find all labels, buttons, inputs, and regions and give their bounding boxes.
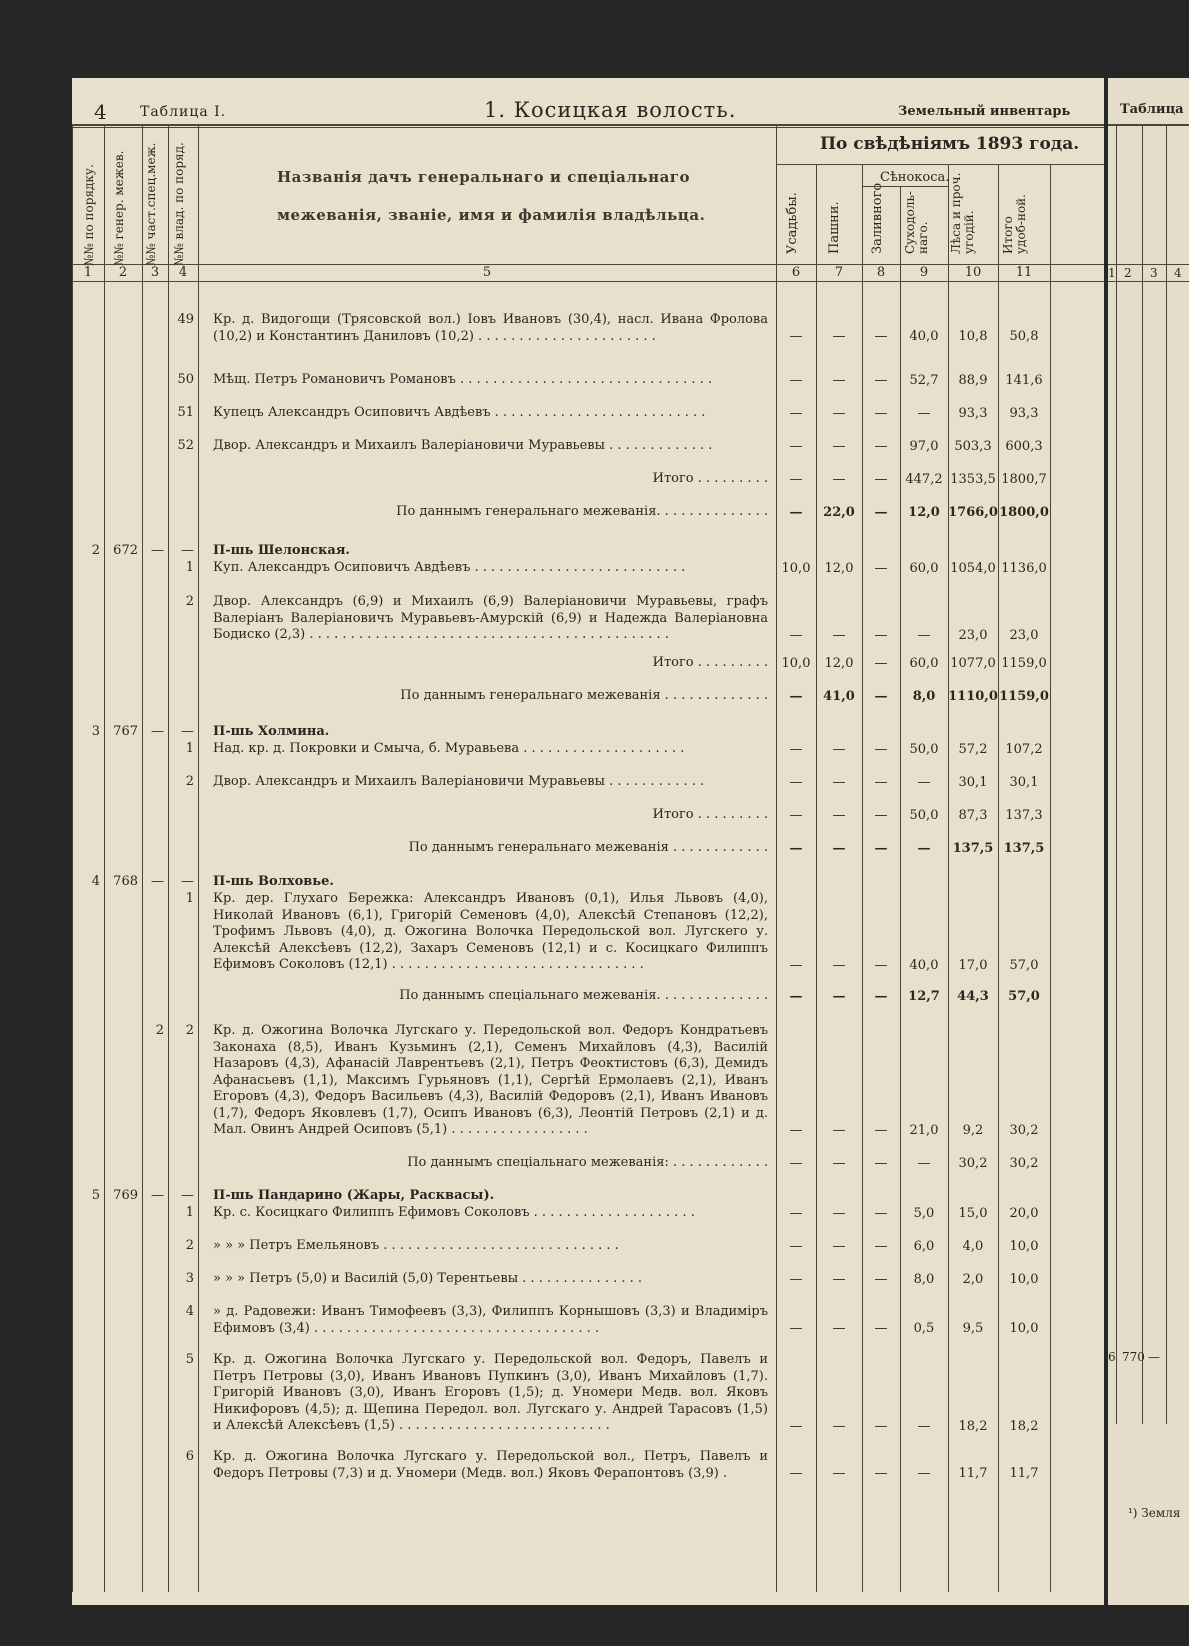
value-col-10: 137,5 xyxy=(952,841,994,856)
value-col-10: 1110,0 xyxy=(948,689,998,704)
owner-description: » » » Петръ Емельяновъ . . . . . . . . . . . . . . . . . . . . . . . . . . . . . xyxy=(213,1238,619,1253)
value-col-10: 93,3 xyxy=(958,406,988,421)
owner-description: Кр. с. Косицкаго Филиппъ Ефимовъ Соколовъ . . . . . . . . . . . . . . . . . . . . xyxy=(213,1205,695,1220)
section-heading: П-шь Волховье. xyxy=(213,874,334,889)
data-header-6: Усадьбы. xyxy=(785,192,800,254)
cell-c2: 672 xyxy=(113,543,138,558)
section-heading: П-шь Пандарино (Жары, Расквасы). xyxy=(213,1188,495,1203)
value-col-7: — xyxy=(832,1206,846,1221)
value-col-8: — xyxy=(874,628,888,643)
value-col-9: 447,2 xyxy=(905,472,943,487)
hay-heading: Сѣнокоса. xyxy=(880,170,950,185)
cell-c3: — xyxy=(151,874,164,889)
value-col-10: 1353,5 xyxy=(950,472,996,487)
value-col-8: — xyxy=(874,1321,888,1336)
value-col-10: 2,0 xyxy=(962,1272,984,1287)
value-col-11: 1136,0 xyxy=(1001,561,1047,576)
data-header-8: Заливного xyxy=(870,182,885,254)
next-row-no: 6 xyxy=(1108,1350,1116,1364)
value-col-8: — xyxy=(874,742,888,757)
value-col-6: — xyxy=(789,505,803,520)
cell-c4: 3 xyxy=(185,1271,194,1286)
value-col-6: — xyxy=(789,329,803,344)
cell-c4: — xyxy=(181,724,194,739)
value-col-7: — xyxy=(832,958,846,973)
value-col-8: — xyxy=(874,439,888,454)
value-col-9: 12,7 xyxy=(908,989,940,1004)
col-number-10: 10 xyxy=(964,265,982,280)
value-col-6: — xyxy=(789,1321,803,1336)
value-col-9: 52,7 xyxy=(909,373,939,388)
value-col-8: — xyxy=(874,1419,888,1434)
value-col-10: 11,7 xyxy=(958,1466,988,1481)
value-col-7: — xyxy=(832,1321,846,1336)
value-col-7: 12,0 xyxy=(824,561,854,576)
value-col-8: — xyxy=(874,656,888,671)
next-page-sheet xyxy=(1108,78,1189,1605)
value-col-9: — xyxy=(917,1156,931,1171)
value-col-11: 137,5 xyxy=(1003,841,1045,856)
value-col-7: — xyxy=(832,742,846,757)
value-col-9: — xyxy=(917,841,931,856)
value-col-11: 137,3 xyxy=(1005,808,1043,823)
value-col-8: — xyxy=(874,841,888,856)
value-col-11: 1159,0 xyxy=(999,689,1049,704)
value-col-6: 10,0 xyxy=(781,561,811,576)
value-col-8: — xyxy=(874,1156,888,1171)
value-col-7: — xyxy=(832,841,846,856)
cell-c4: 49 xyxy=(177,312,194,327)
owner-description: Итого . . . . . . . . . xyxy=(652,807,768,822)
value-col-6: — xyxy=(789,989,803,1004)
section-heading: П-шь Холмина. xyxy=(213,724,330,739)
cell-c4: 50 xyxy=(177,372,194,387)
value-col-6: — xyxy=(789,406,803,421)
value-col-6: — xyxy=(789,1272,803,1287)
value-col-9: 50,0 xyxy=(909,808,939,823)
value-col-9: — xyxy=(917,775,931,790)
cell-c4: 2 xyxy=(185,594,194,609)
value-col-6: — xyxy=(789,1206,803,1221)
col-header-3: №№ част.спец.меж. xyxy=(144,142,158,266)
value-col-7: — xyxy=(832,808,846,823)
owner-description: По даннымъ спеціальнаго межеванія. . . . . . . . . . . . . . xyxy=(399,988,768,1003)
page-title: 1. Косицкая волость. xyxy=(484,98,737,122)
next-row-spec: — xyxy=(1148,1350,1160,1364)
cell-c4: — xyxy=(181,543,194,558)
col-number-8: 8 xyxy=(876,265,886,280)
value-col-6: 10,0 xyxy=(781,656,811,671)
value-col-11: 20,0 xyxy=(1009,1206,1039,1221)
col-number-2: 2 xyxy=(118,265,128,280)
col-number-4: 4 xyxy=(178,265,188,280)
value-col-10: 57,2 xyxy=(958,742,988,757)
data-header-11: Итого удоб-ной. xyxy=(1001,194,1028,254)
col-header-1: №№ по порядку. xyxy=(82,164,96,266)
owner-description: » » » Петръ (5,0) и Василій (5,0) Терентьевы . . . . . . . . . . . . . . . xyxy=(213,1271,643,1286)
value-col-9: 97,0 xyxy=(909,439,939,454)
owner-description: Кр. д. Ожогина Волочка Лугскаго у. Передольской вол. Федоръ Кондратьевъ Законаха (8,5), Иванъ Кузьминъ (2,1), Семенъ Михайловъ (4,3), Василій Назаровъ (4,3), Афанасій Лаврентьевъ (2,1), Петръ Феоктистовъ (6,3), Демидъ Афанасьевъ (1,1), Максимъ Гурьяновъ (1,1), Сергѣй Ермолаевъ (2,1), Иванъ Егоровъ (4,3), Федоръ Васильевъ (4,3), Василій Федоровъ (2,1), Иванъ Ивановъ (1,7), Федоръ Яковлевъ (1,7), Осипъ Ивановъ (6,3), Леонтій Петровъ (2,1) и д. Мал. Овинъ Андрей Осиповъ (5,1) . . . . . . . . . . . . . . . . . xyxy=(213,1023,768,1137)
value-col-10: 30,2 xyxy=(958,1156,988,1171)
value-col-11: 50,8 xyxy=(1009,329,1039,344)
owner-description: По даннымъ генеральнаго межеванія. . . . . . . . . . . . . . xyxy=(396,504,768,519)
value-col-10: 10,8 xyxy=(958,329,988,344)
cell-c4: 2 xyxy=(185,1238,194,1253)
value-col-10: 503,3 xyxy=(954,439,992,454)
col-number-3: 3 xyxy=(150,265,160,280)
value-col-6: — xyxy=(789,689,803,704)
cell-c3: — xyxy=(151,543,164,558)
value-col-6: — xyxy=(789,1419,803,1434)
owner-description: Куп. Александръ Осиповичъ Авдѣевъ . . . . . . . . . . . . . . . . . . . . . . . . . . xyxy=(213,560,686,575)
cell-c1: 5 xyxy=(91,1188,100,1203)
cell-c2: 768 xyxy=(113,874,138,889)
value-col-6: — xyxy=(789,742,803,757)
owner-description: Двор. Александръ и Михаилъ Валеріановичи Муравьевы . . . . . . . . . . . . . xyxy=(213,438,713,453)
value-col-11: 1800,7 xyxy=(1001,472,1047,487)
value-col-7: 12,0 xyxy=(824,656,854,671)
cell-c2: 767 xyxy=(113,724,138,739)
value-col-7: — xyxy=(832,1466,846,1481)
owner-description: По даннымъ генеральнаго межеванія . . . . . . . . . . . . xyxy=(408,840,768,855)
data-header-10: Лѣса и проч. угодій. xyxy=(949,172,976,254)
name-heading-1: Названія дачъ генеральнаго и спеціальнаго xyxy=(277,168,691,186)
cell-c4: 1 xyxy=(185,560,194,575)
owner-description: Итого . . . . . . . . . xyxy=(652,471,768,486)
value-col-9: — xyxy=(917,1419,931,1434)
value-col-11: 1800,0 xyxy=(999,505,1049,520)
value-col-7: 22,0 xyxy=(823,505,855,520)
value-col-11: 18,2 xyxy=(1009,1419,1039,1434)
value-col-10: 17,0 xyxy=(958,958,988,973)
value-col-11: 10,0 xyxy=(1009,1272,1039,1287)
owner-description: Кр. д. Видогощи (Трясовской вол.) Іовъ Ивановъ (30,4), насл. Ивана Фролова (10,2) и Константинъ Даниловъ (10,2) . . . . . . . . . . . . . . . . . . . . . . xyxy=(213,312,768,344)
value-col-7: — xyxy=(832,406,846,421)
value-col-10: 88,9 xyxy=(958,373,988,388)
value-col-8: — xyxy=(874,808,888,823)
col-number-11: 11 xyxy=(1015,265,1033,280)
value-col-11: 107,2 xyxy=(1005,742,1043,757)
value-col-7: — xyxy=(832,1239,846,1254)
value-col-9: 5,0 xyxy=(913,1206,935,1221)
value-col-7: — xyxy=(832,989,846,1004)
value-col-7: — xyxy=(832,1123,846,1138)
value-col-9: 0,5 xyxy=(913,1321,935,1336)
value-col-8: — xyxy=(874,1466,888,1481)
cell-c1: 3 xyxy=(91,724,100,739)
value-col-9: 12,0 xyxy=(908,505,940,520)
value-col-9: 60,0 xyxy=(909,561,939,576)
group-heading: По свѣдѣніямъ 1893 года. xyxy=(820,134,1080,154)
cell-c4: 2 xyxy=(185,774,194,789)
data-header-9: Суходоль-наго. xyxy=(903,190,930,254)
next-col-1: 1 xyxy=(1108,266,1116,280)
cell-c2: 769 xyxy=(113,1188,138,1203)
value-col-9: — xyxy=(917,1466,931,1481)
col-number-6: 6 xyxy=(791,265,801,280)
value-col-8: — xyxy=(874,329,888,344)
section-label: Земельный инвентарь xyxy=(898,104,1071,119)
value-col-6: — xyxy=(789,1466,803,1481)
value-col-6: — xyxy=(789,1239,803,1254)
value-col-9: 21,0 xyxy=(909,1123,939,1138)
value-col-10: 44,3 xyxy=(957,989,989,1004)
value-col-9: 8,0 xyxy=(912,689,936,704)
value-col-9: 8,0 xyxy=(913,1272,935,1287)
next-col-3: 3 xyxy=(1150,266,1158,280)
value-col-9: 6,0 xyxy=(913,1239,935,1254)
value-col-9: 60,0 xyxy=(909,656,939,671)
value-col-6: — xyxy=(789,841,803,856)
cell-c4: 6 xyxy=(185,1449,194,1464)
value-col-11: 30,1 xyxy=(1009,775,1039,790)
next-col-4: 4 xyxy=(1174,266,1182,280)
cell-c4: 1 xyxy=(185,891,194,906)
value-col-9: — xyxy=(917,406,931,421)
col-header-2: №№ генер. межев. xyxy=(112,150,126,266)
value-col-6: — xyxy=(789,628,803,643)
owner-description: Итого . . . . . . . . . xyxy=(652,655,768,670)
value-col-8: — xyxy=(874,775,888,790)
value-col-8: — xyxy=(874,472,888,487)
value-col-7: 41,0 xyxy=(823,689,855,704)
value-col-11: 30,2 xyxy=(1009,1156,1039,1171)
value-col-8: — xyxy=(874,561,888,576)
section-heading: П-шь Шелонская. xyxy=(213,543,350,558)
cell-c4: 5 xyxy=(185,1352,194,1367)
value-col-11: 600,3 xyxy=(1005,439,1043,454)
value-col-7: — xyxy=(832,439,846,454)
value-col-10: 9,2 xyxy=(962,1123,984,1138)
owner-description: Двор. Александръ и Михаилъ Валеріановичи Муравьевы . . . . . . . . . . . . xyxy=(213,774,705,789)
value-col-7: — xyxy=(832,1156,846,1171)
page-number: 4 xyxy=(94,100,107,124)
cell-c4: — xyxy=(181,1188,194,1203)
owner-description: Купецъ Александръ Осиповичъ Авдѣевъ . . . . . . . . . . . . . . . . . . . . . . . . . . xyxy=(213,405,706,420)
value-col-8: — xyxy=(874,1206,888,1221)
value-col-6: — xyxy=(789,775,803,790)
value-col-11: 11,7 xyxy=(1009,1466,1039,1481)
value-col-8: — xyxy=(874,1239,888,1254)
value-col-7: — xyxy=(832,329,846,344)
value-col-9: — xyxy=(917,628,931,643)
value-col-11: 57,0 xyxy=(1009,958,1039,973)
cell-c1: 4 xyxy=(91,874,100,889)
next-page-header: Таблица xyxy=(1120,102,1184,117)
cell-c4: — xyxy=(181,874,194,889)
cell-c3: — xyxy=(151,724,164,739)
value-col-10: 23,0 xyxy=(958,628,988,643)
value-col-6: — xyxy=(789,1123,803,1138)
value-col-11: 10,0 xyxy=(1009,1321,1039,1336)
table-label: Таблица I. xyxy=(140,104,227,120)
owner-description: По даннымъ спеціальнаго межеванія: . . . . . . . . . . . . xyxy=(407,1155,768,1170)
owner-description: Двор. Александръ (6,9) и Михаилъ (6,9) Валеріановичи Муравьевы, графъ Валеріанъ Валеріановичъ Муравьевъ-Амурскій (6,9) и Надежда Валеріановна Бодиско (2,3) . . . . . . . . . . . . . . . . . . . . . . . . . . . . . . . . . . . . . . . . . . . . xyxy=(213,594,768,642)
col-number-7: 7 xyxy=(834,265,844,280)
value-col-8: — xyxy=(874,406,888,421)
value-col-6: — xyxy=(789,1156,803,1171)
owner-description: Кр. д. Ожогина Волочка Лугскаго у. Передольской вол., Петръ, Павелъ и Федоръ Петровы (7,3) и д. Уномери (Медв. вол.) Яковъ Ферапонтовъ (3,9) . xyxy=(213,1449,768,1481)
value-col-7: — xyxy=(832,1272,846,1287)
value-col-7: — xyxy=(832,628,846,643)
value-col-11: 57,0 xyxy=(1008,989,1040,1004)
owner-description: » д. Радовежи: Иванъ Тимофеевъ (3,3), Филиппъ Корнышовъ (3,3) и Владиміръ Ефимовъ (3,4) . . . . . . . . . . . . . . . . . . . . . . . . . . . . . . . . . . . xyxy=(213,1304,768,1336)
value-col-8: — xyxy=(874,1272,888,1287)
next-footnote: ¹) Земля xyxy=(1128,1506,1181,1520)
value-col-10: 4,0 xyxy=(962,1239,984,1254)
value-col-8: — xyxy=(874,989,888,1004)
name-heading-2: межеванія, званіе, имя и фамилія владѣльца. xyxy=(277,206,706,224)
value-col-9: 40,0 xyxy=(909,958,939,973)
value-col-10: 1054,0 xyxy=(950,561,996,576)
value-col-11: 93,3 xyxy=(1009,406,1039,421)
value-col-7: — xyxy=(832,1419,846,1434)
value-col-11: 1159,0 xyxy=(1001,656,1047,671)
cell-c4: 1 xyxy=(185,1205,194,1220)
value-col-9: 50,0 xyxy=(909,742,939,757)
col-header-4: №№ влад. по поряд. xyxy=(172,142,186,266)
cell-c1: 2 xyxy=(91,543,100,558)
cell-c3: 2 xyxy=(155,1023,164,1038)
value-col-7: — xyxy=(832,775,846,790)
next-row-gen: 770 xyxy=(1122,1350,1145,1364)
col-number-5: 5 xyxy=(482,265,492,280)
cell-c4: 1 xyxy=(185,741,194,756)
page-sheet xyxy=(72,78,1104,1605)
cell-c4: 2 xyxy=(185,1023,194,1038)
data-header-7: Пашни. xyxy=(827,201,842,254)
owner-description: По даннымъ генеральнаго межеванія . . . . . . . . . . . . . xyxy=(400,688,768,703)
value-col-11: 30,2 xyxy=(1009,1123,1039,1138)
owner-description: Кр. д. Ожогина Волочка Лугскаго у. Передольской вол. Федоръ, Павелъ и Петръ Петровы (3,0), Иванъ Ивановъ Пупкинъ (3,0), Иванъ Михайловъ (1,7). Григорій Ивановъ (3,0), Иванъ Егоровъ (1,5); д. Уномери Медв. вол. Яковъ Никифоровъ (4,5); д. Щепина Передол. вол. Лугскаго у. Андрей Тарасовъ (1,5) и Алексѣй Алексѣевъ (1,5) . . . . . . . . . . . . . . . . . . . . . . . . . . xyxy=(213,1352,768,1433)
value-col-9: 40,0 xyxy=(909,329,939,344)
col-number-1: 1 xyxy=(83,265,93,280)
value-col-8: — xyxy=(874,958,888,973)
value-col-10: 1077,0 xyxy=(950,656,996,671)
next-col-2: 2 xyxy=(1124,266,1132,280)
value-col-10: 15,0 xyxy=(958,1206,988,1221)
value-col-6: — xyxy=(789,958,803,973)
value-col-11: 23,0 xyxy=(1009,628,1039,643)
value-col-7: — xyxy=(832,373,846,388)
value-col-10: 9,5 xyxy=(962,1321,984,1336)
owner-description: Кр. дер. Глухаго Бережка: Александръ Ивановъ (0,1), Илья Львовъ (4,0), Николай Ивановъ (6,1), Григорій Семеновъ (4,0), Алексѣй Степановъ (12,2), Трофимъ Львовъ (4,0), д. Ожогина Волочка Передольской вол. Лугскего у. Алексѣй Алексѣевъ (12,2), Захаръ Семеновъ (12,1) и с. Косицкаго Филиппъ Ефимовъ Соколовъ (12,1) . . . . . . . . . . . . . . . . . . . . . . . . . . . . . . . xyxy=(213,891,768,972)
value-col-11: 10,0 xyxy=(1009,1239,1039,1254)
value-col-6: — xyxy=(789,472,803,487)
owner-description: Мѣщ. Петръ Романовичъ Романовъ . . . . . . . . . . . . . . . . . . . . . . . . . . . . . . . xyxy=(213,372,713,387)
value-col-10: 18,2 xyxy=(958,1419,988,1434)
value-col-8: — xyxy=(874,373,888,388)
value-col-8: — xyxy=(874,689,888,704)
value-col-8: — xyxy=(874,1123,888,1138)
value-col-11: 141,6 xyxy=(1005,373,1043,388)
value-col-10: 87,3 xyxy=(958,808,988,823)
owner-description: Над. кр. д. Покровки и Смыча, б. Муравьева . . . . . . . . . . . . . . . . . . . . xyxy=(213,741,685,756)
col-number-9: 9 xyxy=(919,265,929,280)
value-col-8: — xyxy=(874,505,888,520)
value-col-6: — xyxy=(789,373,803,388)
value-col-10: 30,1 xyxy=(958,775,988,790)
cell-c4: 52 xyxy=(177,438,194,453)
value-col-6: — xyxy=(789,808,803,823)
cell-c4: 4 xyxy=(185,1304,194,1319)
value-col-10: 1766,0 xyxy=(948,505,998,520)
cell-c3: — xyxy=(151,1188,164,1203)
value-col-7: — xyxy=(832,472,846,487)
cell-c4: 51 xyxy=(177,405,194,420)
value-col-6: — xyxy=(789,439,803,454)
